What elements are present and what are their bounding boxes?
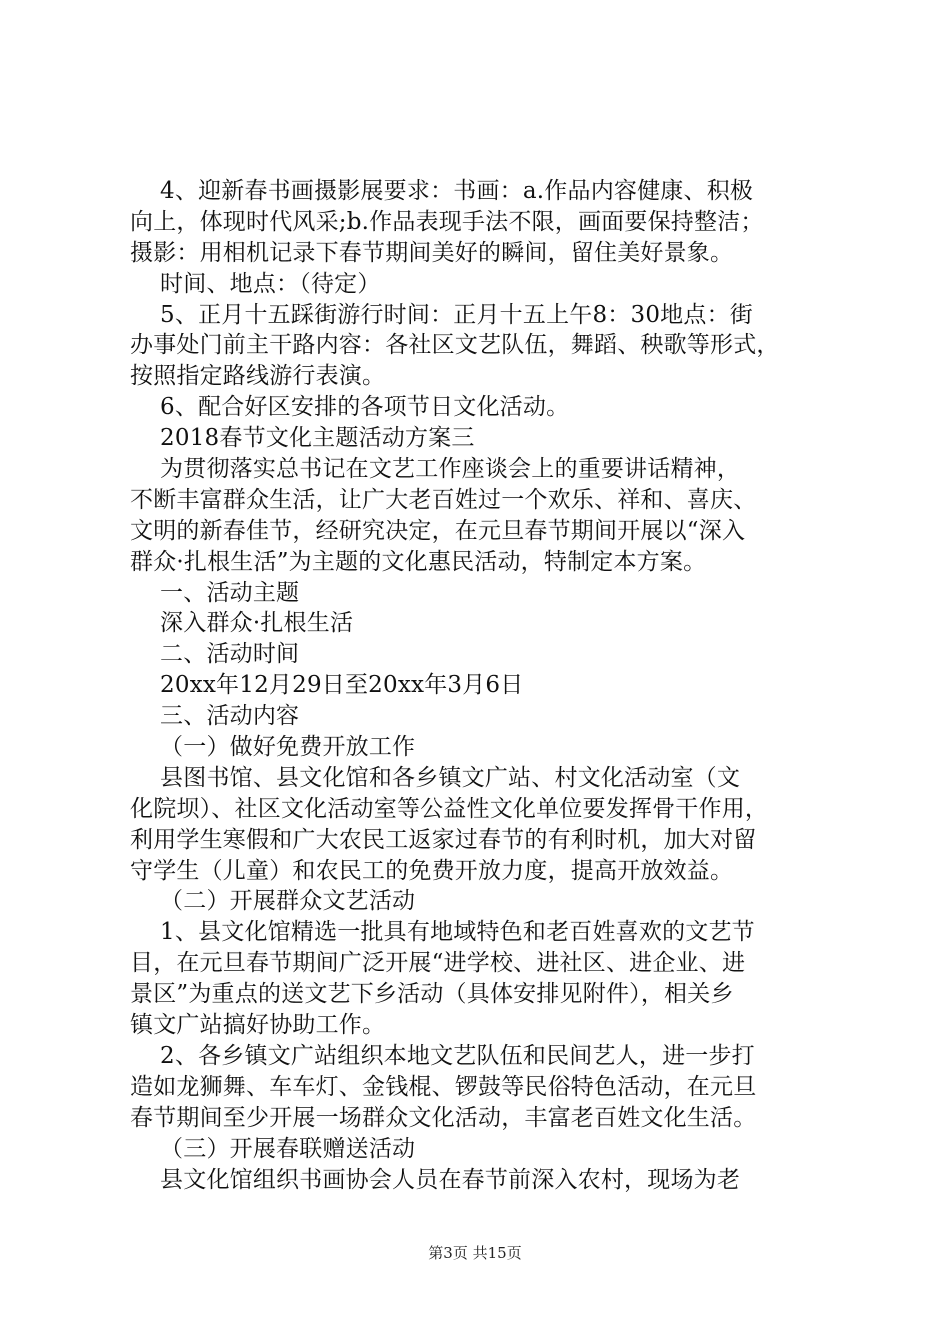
body-line: 县文化馆组织书画协会人员在春节前深入农村，现场为老 xyxy=(130,1166,741,1193)
body-line: 守学生（儿童）和农民工的免费开放力度，提高开放效益。 xyxy=(130,857,734,884)
body-line: 利用学生寒假和广大农民工返家过春节的有利时机，加大对留 xyxy=(130,826,757,853)
body-line: 向上，体现时代风采;b.作品表现手法不限，画面要保持整洁； xyxy=(130,208,764,235)
body-line: 造如龙狮舞、车车灯、金钱棍、锣鼓等民俗特色活动，在元旦 xyxy=(130,1073,757,1100)
body-line: 文明的新春佳节，经研究决定，在元旦春节期间开展以“深入 xyxy=(130,517,746,544)
body-line: 5、正月十五踩街游行时间：正月十五上午8：30地点：街 xyxy=(130,301,753,328)
body-line: 镇文广站搞好协助工作。 xyxy=(130,1012,386,1039)
heading-line: 二、活动时间 xyxy=(130,641,300,668)
body-line: 4、迎新春书画摄影展要求：书画：a.作品内容健康、积极 xyxy=(130,178,754,204)
body-line: 不断丰富群众生活，让广大老百姓过一个欢乐、祥和、喜庆、 xyxy=(130,486,757,513)
document-body xyxy=(130,176,830,1195)
page-number: 第3页 共15页 xyxy=(428,1244,522,1262)
heading-line: 三、活动内容 xyxy=(130,703,300,730)
section-title-line: 2018春节文化主题活动方案三 xyxy=(130,425,475,452)
heading-line: 一、活动主题 xyxy=(130,579,300,606)
body-line: 目，在元旦春节期间广泛开展“进学校、进社区、进企业、进 xyxy=(130,950,746,977)
body-line: 6、配合好区安排的各项节日文化活动。 xyxy=(130,394,570,421)
body-line: 县图书馆、县文化馆和各乡镇文广站、村文化活动室（文 xyxy=(130,764,741,791)
page-footer xyxy=(0,1243,950,1263)
body-line: 摄影：用相机记录下春节期间美好的瞬间，留住美好景象。 xyxy=(130,239,734,266)
body-line: 春节期间至少开展一场群众文化活动，丰富老百姓文化生活。 xyxy=(130,1104,757,1131)
body-line: 化院坝）、社区文化活动室等公益性文化单位要发挥骨干作用， xyxy=(130,795,769,822)
body-line: 为贯彻落实总书记在文艺工作座谈会上的重要讲话精神， xyxy=(130,456,741,483)
body-line: 20xx年12月29日至20xx年3月6日 xyxy=(130,672,524,699)
body-line: 景区”为重点的送文艺下乡活动（具体安排见附件），相关乡 xyxy=(130,981,734,1008)
body-line: 时间、地点：（待定） xyxy=(130,270,381,297)
body-line: 办事处门前主干路内容：各社区文艺队伍，舞蹈、秧歌等形式， xyxy=(130,332,780,359)
subheading-line: （三）开展春联赠送活动 xyxy=(130,1135,416,1162)
subheading-line: （一）做好免费开放工作 xyxy=(130,734,416,761)
body-line: 深入群众·扎根生活 xyxy=(130,610,354,637)
body-line: 2、各乡镇文广站组织本地文艺队伍和民间艺人，进一步打 xyxy=(130,1042,755,1069)
subheading-line: （二）开展群众文艺活动 xyxy=(130,888,416,915)
body-line: 群众·扎根生活”为主题的文化惠民活动，特制定本方案。 xyxy=(130,548,707,575)
body-line: 1、县文化馆精选一批具有地域特色和老百姓喜欢的文艺节 xyxy=(130,919,755,946)
body-line: 按照指定路线游行表演。 xyxy=(130,363,386,390)
